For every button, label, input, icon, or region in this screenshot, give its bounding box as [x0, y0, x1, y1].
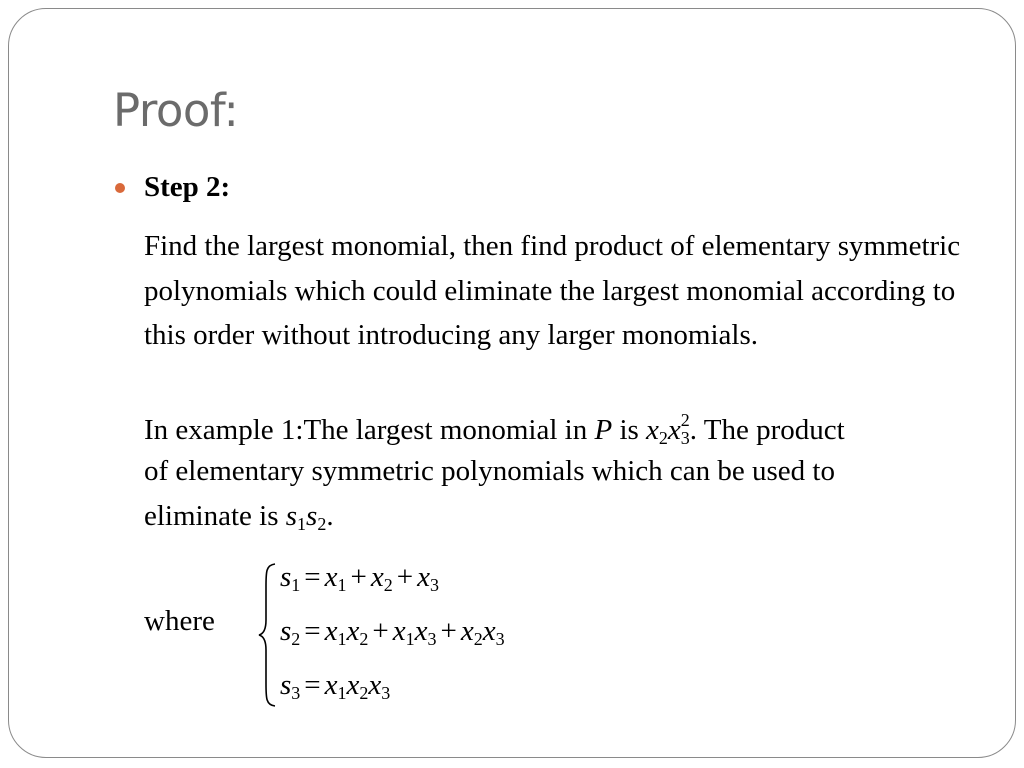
step-description: Find the largest monomial, then find product of elementary symmetric polynomials which could eliminate the largest monomial according to this order without introducing any larger monomials. [144, 230, 961, 351]
equation-s1: $s_1 = x_1 + x_2 + x_3$ [280, 561, 439, 595]
example-prefix: In example 1: [144, 414, 304, 446]
slide-title: Proof: [113, 84, 239, 137]
example-line3-prefix: eliminate is [144, 500, 286, 532]
product-s1s2: $s_1s_2$ [285, 500, 327, 534]
example-line-2: of elementary symmetric polynomials which can be used to [144, 455, 835, 487]
example-text-c: . The product [689, 414, 845, 446]
largest-monomial: $x_2x_3^2$ [646, 410, 690, 448]
example-text-b: is [612, 414, 647, 446]
var-p: P [594, 414, 613, 446]
step-label: Step 2: [144, 171, 231, 203]
bullet-icon [115, 183, 125, 193]
example-line3-suffix: . [326, 500, 334, 532]
left-brace-icon [256, 562, 278, 708]
example-text-a: The largest monomial in [303, 414, 595, 446]
example-line-3 [144, 499, 334, 536]
example-line-1 [144, 410, 845, 450]
equation-s3: $s_3 = x_1x_2x_3$ [280, 669, 391, 703]
equation-s2: $s_2 = x_1x_2 + x_1x_3 + x_2x_3$ [280, 615, 505, 649]
where-label: where [144, 605, 215, 637]
